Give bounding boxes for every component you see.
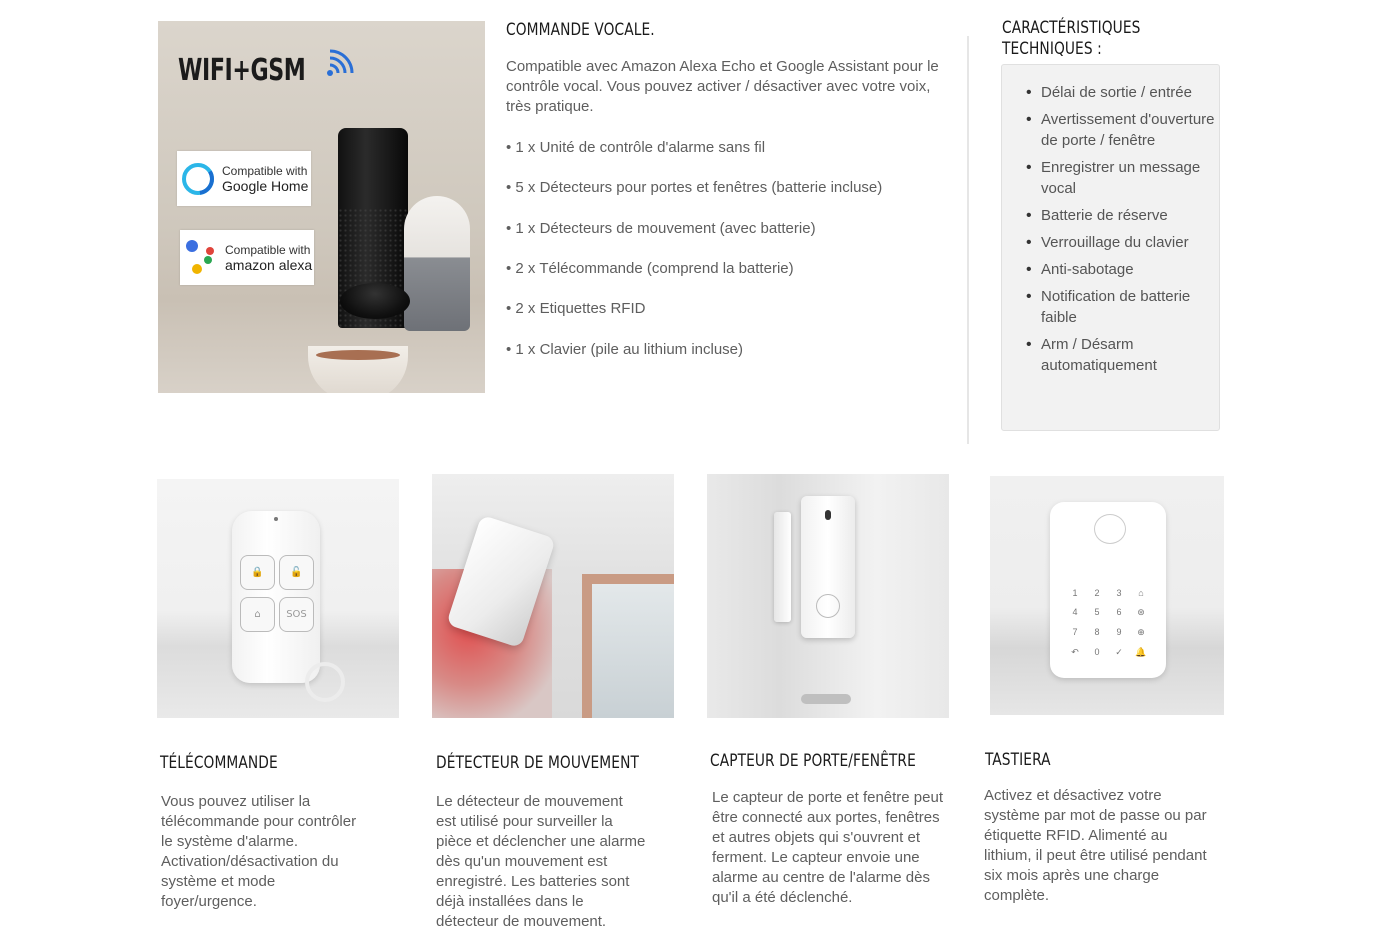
- section-divider: [967, 36, 969, 444]
- google-badge-line2: Google Home: [222, 177, 309, 194]
- keypad-key: 6: [1116, 607, 1122, 617]
- rfid-icon: [1094, 514, 1126, 544]
- keypad-key: ⊕: [1137, 627, 1145, 637]
- keypad-key: ⌂: [1138, 588, 1144, 598]
- remote-control-icon: [232, 511, 320, 683]
- keypad-icon: [1050, 502, 1166, 678]
- keypad-key: 9: [1116, 627, 1122, 637]
- keypad-key: 🔔: [1135, 647, 1147, 657]
- keypad-key: ⊛: [1137, 607, 1145, 617]
- door-sensor-icon: [801, 496, 855, 638]
- package-item: • 2 x Etiquettes RFID: [506, 300, 646, 317]
- google-badge-line1: Compatible with: [222, 163, 308, 178]
- google-assistant-dots-icon: [183, 236, 219, 280]
- alexa-badge-line1: Compatible with: [225, 242, 311, 257]
- tech-specs-box: [1001, 64, 1220, 431]
- keypad-key: 1: [1072, 588, 1078, 598]
- product-title-remote: TÉLÉCOMMANDE: [160, 753, 278, 773]
- lock-icon: 🔒: [240, 555, 275, 590]
- tech-spec-item: • Verrouillage du clavier: [1026, 232, 1221, 253]
- product-description-remote: Vous pouvez utiliser la télécommande pour contrôler le système d'alarme. Activation/désactivation du système et mode foyer/urgence.: [161, 793, 357, 910]
- package-item: • 2 x Télécommande (comprend la batterie): [506, 260, 794, 277]
- door-sensor-image: [707, 474, 949, 718]
- keypad-key: 0: [1094, 647, 1100, 657]
- tech-spec-item: • Batterie de réserve: [1026, 205, 1221, 226]
- keypad-key: ↶: [1071, 647, 1079, 657]
- keypad-key: ✓: [1115, 647, 1123, 657]
- home-icon: ⌂: [240, 597, 275, 632]
- keypad-key: 3: [1116, 588, 1122, 598]
- remote-control-image: [157, 479, 399, 718]
- package-item: • 1 x Détecteurs de mouvement (avec batterie): [506, 220, 816, 237]
- tech-spec-item: • Notification de batterie faible: [1026, 286, 1221, 328]
- tech-spec-item: • Anti-sabotage: [1026, 259, 1221, 280]
- tech-specs-title: [1002, 18, 1140, 60]
- tech-spec-item: • Délai de sortie / entrée: [1026, 82, 1221, 103]
- amazon-alexa-badge: [180, 230, 314, 285]
- keypad-key: 5: [1094, 607, 1100, 617]
- voice-command-description: Compatible avec Amazon Alexa Echo et Google Assistant pour le contrôle vocal. Vous pouvez activer / désactiver avec votre voix, très pratique.: [506, 58, 939, 115]
- wifi-gsm-label: WIFI+GSM: [178, 53, 306, 88]
- alexa-badge-line2: amazon alexa: [225, 256, 313, 273]
- google-home-speaker-icon: [404, 196, 470, 331]
- wifi-signal-icon: [324, 49, 354, 79]
- keypad-key: 2: [1094, 588, 1100, 598]
- product-title-keypad: TASTIERA: [985, 750, 1051, 770]
- door-magnet-icon: [774, 512, 791, 622]
- unlock-icon: 🔓: [279, 555, 314, 590]
- echo-dot-speaker-icon: [340, 283, 410, 319]
- product-title-motion: DÉTECTEUR DE MOUVEMENT: [436, 753, 639, 773]
- door-handle-icon: [801, 694, 851, 704]
- product-title-door: CAPTEUR DE PORTE/FENÊTRE: [710, 751, 916, 771]
- doorway-background: [582, 574, 674, 718]
- google-assistant-ring-icon: [180, 159, 216, 199]
- keypad-key: 8: [1094, 627, 1100, 637]
- package-item: • 5 x Détecteurs pour portes et fenêtres (batterie incluse): [506, 179, 883, 196]
- tea-cup-icon: [308, 346, 408, 393]
- google-home-badge: [177, 151, 311, 206]
- hero-image: [158, 21, 485, 393]
- product-description-door: Le capteur de porte et fenêtre peut être connecté aux portes, fenêtres et autres objets qui s'ouvrent et ferment. Le capteur envoie une alarme au centre de l'alarme dès qu'il a été déclenché.: [712, 789, 943, 906]
- keypad-key: 7: [1072, 627, 1078, 637]
- package-item: • 1 x Clavier (pile au lithium incluse): [506, 341, 744, 358]
- tech-specs-title-line1: CARACTÉRISTIQUES: [1002, 18, 1141, 38]
- package-item: • 1 x Unité de contrôle d'alarme sans fil: [506, 139, 766, 156]
- sos-label: SOS: [279, 597, 314, 632]
- keypad-key: 4: [1072, 607, 1078, 617]
- keypad-image: [990, 476, 1224, 715]
- tech-spec-item: • Arm / Désarm automatiquement: [1026, 334, 1221, 376]
- product-description-keypad: Activez et désactivez votre système par mot de passe ou par étiquette RFID. Alimenté au lithium, il peut être utilisé pendant six mois après une charge complète.: [984, 787, 1207, 904]
- tech-spec-item: • Enregistrer un message vocal: [1026, 157, 1221, 199]
- key-ring-icon: [305, 662, 345, 702]
- product-description-motion: Le détecteur de mouvement est utilisé pour surveiller la pièce et déclencher une alarme dès qu'un mouvement est enregistré. Les batteries sont déjà installées dans le détecteur de mouvement.: [436, 793, 646, 930]
- tech-spec-item: • Avertissement d'ouverture de porte / fenêtre: [1026, 109, 1226, 151]
- motion-detector-image: [432, 474, 674, 718]
- tech-specs-title-line2: TECHNIQUES :: [1002, 39, 1102, 59]
- voice-command-title: COMMANDE VOCALE.: [506, 20, 655, 40]
